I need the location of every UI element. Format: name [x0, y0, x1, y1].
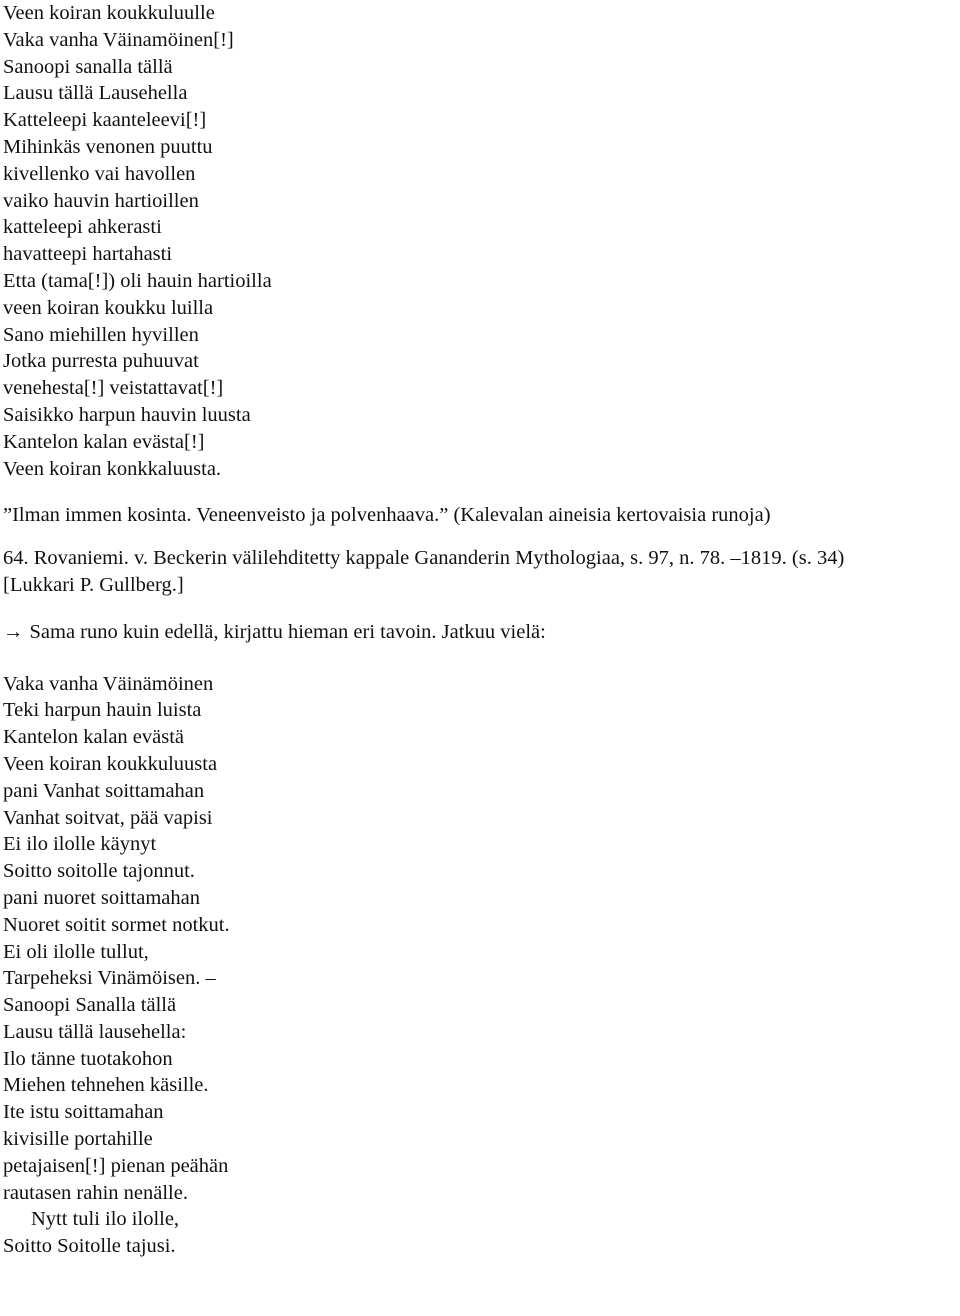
poem-line: Soitto soitolle tajonnut.: [3, 860, 195, 883]
poem-line: Lausu tällä lausehella:: [3, 1020, 187, 1043]
poem-line: Ei ilo ilolle käynyt: [3, 833, 157, 856]
poem-line: Veen koiran konkkaluusta.: [3, 457, 222, 480]
poem-line: Nuoret soitit sormet notkut.: [3, 913, 230, 936]
poem-line: Veen koiran koukkuluusta: [3, 752, 218, 775]
poem-line: Miehen tehnehen käsille.: [3, 1074, 209, 1097]
source-line: [Lukkari P. Gullberg.]: [3, 573, 184, 596]
poem-line: Sanoopi sanalla tällä: [3, 55, 173, 78]
poem-line: Tarpeheksi Vinämöisen. –: [3, 967, 216, 990]
poem-line: Vaka vanha Väinamöinen[!]: [3, 28, 234, 51]
document-page: [3, 0, 958, 1260]
poem-line: rautasen rahin nenälle.: [3, 1181, 188, 1204]
poem-line: kivisille portahille: [3, 1128, 153, 1151]
poem-line: Sanoopi Sanalla tällä: [3, 994, 177, 1017]
editor-note: [3, 619, 958, 646]
poem-line: Lausu tällä Lausehella: [3, 82, 188, 105]
poem-line: Etta (tama[!]) oli hauin hartioilla: [3, 269, 272, 292]
poem-section-2: [3, 671, 958, 1261]
poem-line: Kantelon kalan evästa[!]: [3, 430, 205, 453]
poem-section-1: [3, 0, 958, 482]
poem-line: pani nuoret soittamahan: [3, 886, 200, 909]
poem-line: katteleepi ahkerasti: [3, 216, 162, 239]
poem-title-line: ”Ilman immen kosinta. Veneenveisto ja polvenhaava.” (Kalevalan aineisia kertovaisia runoja): [3, 504, 771, 527]
poem-line: Sano miehillen hyvillen: [3, 323, 199, 346]
poem-line: Vaka vanha Väinämöinen: [3, 672, 214, 695]
editor-note-text: Sama runo kuin edellä, kirjattu hieman eri tavoin. Jatkuu vielä:: [29, 620, 546, 643]
poem-line: Jotka purresta puhuuvat: [3, 350, 199, 373]
poem-line: veen koiran koukku luilla: [3, 296, 214, 319]
poem-line: Soitto Soitolle tajusi.: [3, 1235, 176, 1258]
poem-line: Nytt tuli ilo ilolle,: [31, 1208, 180, 1231]
poem-line: Ilo tänne tuotakohon: [3, 1047, 173, 1070]
poem-line: petajaisen[!] pienan peähän: [3, 1154, 229, 1177]
poem-line: havatteepi hartahasti: [3, 243, 173, 266]
poem-line: kivellenko vai havollen: [3, 162, 196, 185]
poem-line: Mihinkäs venonen puuttu: [3, 135, 213, 158]
poem-line: Ei oli ilolle tullut,: [3, 940, 149, 963]
poem-line: Veen koiran koukkuluulle: [3, 2, 215, 24]
poem-line: pani Vanhat soittamahan: [3, 779, 205, 802]
poem-line: Vanhat soitvat, pää vapisi: [3, 806, 213, 829]
arrow-right-icon: →: [3, 620, 24, 643]
poem-line: Teki harpun hauin luista: [3, 699, 202, 722]
source-reference: [3, 545, 958, 599]
poem-line: Saisikko harpun hauvin luusta: [3, 403, 251, 426]
poem-line: Kantelon kalan evästä: [3, 726, 185, 749]
poem-line: venehesta[!] veistattavat[!]: [3, 377, 224, 400]
poem-line: Ite istu soittamahan: [3, 1101, 164, 1124]
source-line: 64. Rovaniemi. v. Beckerin välilehditetty kappale Gananderin Mythologiaa, s. 97, n. 78. –1819. (s. 34): [3, 547, 845, 570]
poem-line: vaiko hauvin hartioillen: [3, 189, 199, 212]
poem-line: Katteleepi kaanteleevi[!]: [3, 109, 207, 132]
